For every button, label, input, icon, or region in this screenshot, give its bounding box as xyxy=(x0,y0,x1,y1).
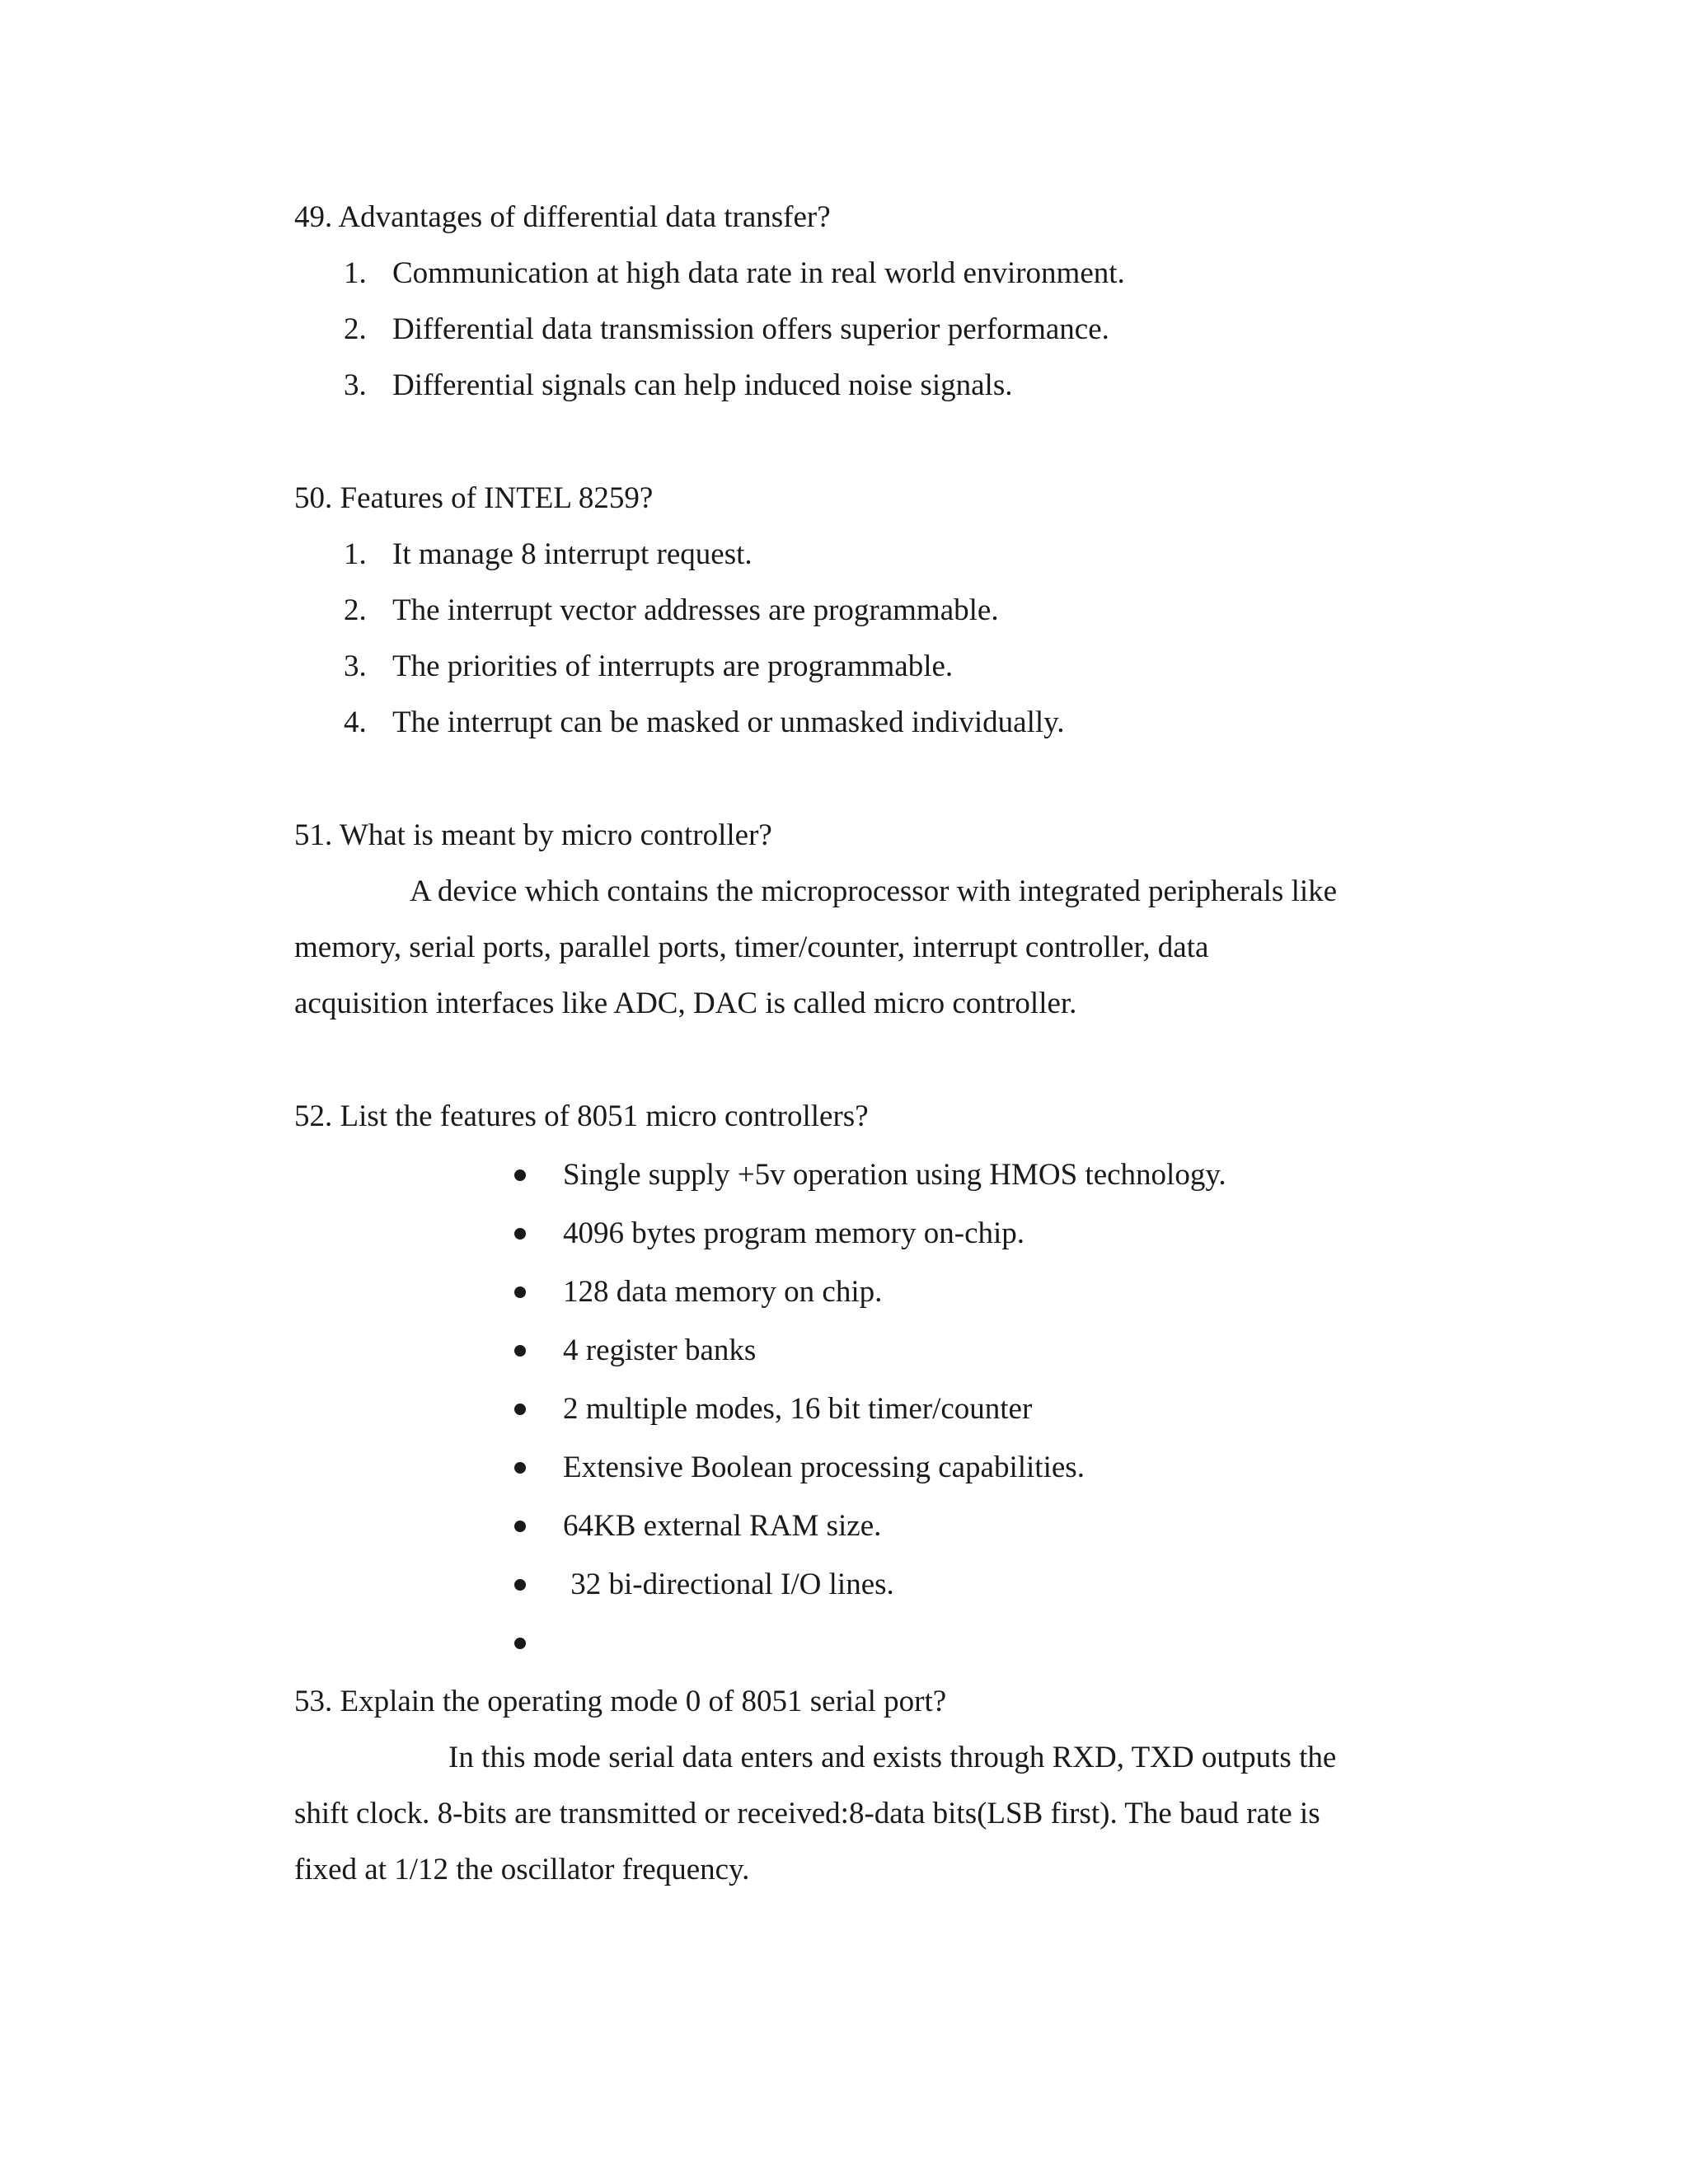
q50-item-3-number: 3. xyxy=(344,649,367,683)
q53-answer-line-2: shift clock. 8-bits are transmitted or received:8-data bits(LSB first). The baud rate is xyxy=(294,1797,1320,1830)
q52-bullet-8: 32 bi-directional I/O lines. xyxy=(563,1568,894,1601)
q49-title: 49. Advantages of differential data transfer? xyxy=(294,200,831,234)
q50-item-2: The interrupt vector addresses are programmable. xyxy=(392,593,999,627)
q53-title: 53. Explain the operating mode 0 of 8051 serial port? xyxy=(294,1685,947,1718)
q51-answer-line-1: A device which contains the microprocessor with integrated peripherals like xyxy=(410,874,1338,908)
q52-bullet-2: 4096 bytes program memory on-chip. xyxy=(563,1216,1025,1250)
q49-item-2: Differential data transmission offers superior performance. xyxy=(392,312,1109,346)
q52-title: 52. List the features of 8051 micro controllers? xyxy=(294,1099,869,1133)
q50-item-1-number: 1. xyxy=(344,537,367,571)
q50-item-3: The priorities of interrupts are programmable. xyxy=(392,649,954,683)
q51-title: 51. What is meant by micro controller? xyxy=(294,818,772,852)
q52-bullet-6-dot xyxy=(514,1462,526,1474)
q51-answer-line-2: memory, serial ports, parallel ports, timer/counter, interrupt controller, data xyxy=(294,930,1209,964)
q52-bullet-3: 128 data memory on chip. xyxy=(563,1275,883,1309)
q52-bullet-8-dot xyxy=(514,1579,526,1591)
q49-item-2-number: 2. xyxy=(344,312,367,346)
q50-item-1: It manage 8 interrupt request. xyxy=(392,537,753,571)
q50-item-4: The interrupt can be masked or unmasked individually. xyxy=(392,705,1065,739)
q52-bullet-4-dot xyxy=(514,1345,526,1357)
q49-item-1: Communication at high data rate in real world environment. xyxy=(392,256,1125,290)
q52-bullet-4: 4 register banks xyxy=(563,1333,757,1367)
q52-bullet-2-dot xyxy=(514,1228,526,1240)
q52-bullet-9-dot xyxy=(514,1638,526,1649)
q49-item-3-number: 3. xyxy=(344,368,367,402)
q50-item-2-number: 2. xyxy=(344,593,367,627)
q49-item-1-number: 1. xyxy=(344,256,367,290)
q52-bullet-3-dot xyxy=(514,1286,526,1298)
q50-item-4-number: 4. xyxy=(344,705,367,739)
q52-bullet-7: 64KB external RAM size. xyxy=(563,1509,882,1543)
q52-bullet-6: Extensive Boolean processing capabilities. xyxy=(563,1451,1085,1484)
q52-bullet-1-dot xyxy=(514,1169,526,1181)
q49-item-3: Differential signals can help induced noise signals. xyxy=(392,368,1013,402)
q52-bullet-5-dot xyxy=(514,1404,526,1415)
q50-title: 50. Features of INTEL 8259? xyxy=(294,481,654,515)
q52-bullet-1: Single supply +5v operation using HMOS technology. xyxy=(563,1158,1226,1192)
q53-answer-line-1: In this mode serial data enters and exists through RXD, TXD outputs the xyxy=(448,1741,1337,1774)
q52-bullet-7-dot xyxy=(514,1521,526,1532)
q53-answer-line-3: fixed at 1/12 the oscillator frequency. xyxy=(294,1853,750,1886)
q52-bullet-5: 2 multiple modes, 16 bit timer/counter xyxy=(563,1392,1033,1426)
q51-answer-line-3: acquisition interfaces like ADC, DAC is called micro controller. xyxy=(294,987,1077,1020)
